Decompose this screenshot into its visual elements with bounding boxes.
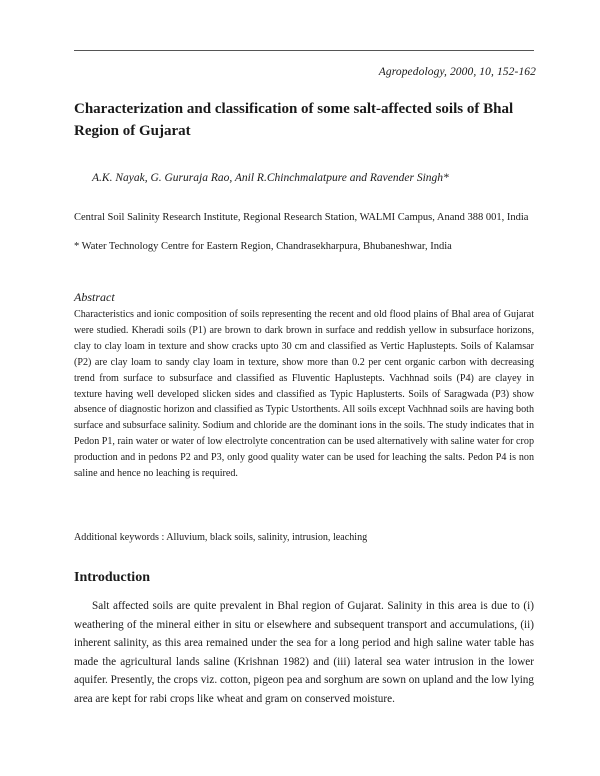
header-rule <box>74 50 534 51</box>
author-list: A.K. Nayak, G. Gururaja Rao, Anil R.Chinchmalatpure and Ravender Singh* <box>92 172 449 184</box>
introduction-heading: Introduction <box>74 570 150 585</box>
abstract-heading: Abstract <box>74 290 115 304</box>
introduction-body: Salt affected soils are quite prevalent in Bhal region of Gujarat. Salinity in this area is due to (i) weathering of the mineral either in situ or elsewhere and subsequent transport and accumulations, (ii) inherent salinity, as this area remained under the sea for a long period and high saline water table has made the agricultural lands saline (Krishnan 1982) and (iii) lateral sea water intrusion in the lower aquifer. Presently, the crops viz. cotton, pigeon pea and sorghum are sown on upland and the low lying area are kept for rabi crops like wheat and gram on conserved moisture. <box>74 600 534 705</box>
keywords-line: Additional keywords : Alluvium, black soils, salinity, intrusion, leaching <box>74 532 368 543</box>
article-title: Characterization and classification of some salt-affected soils of Bhal Region of Gujarat <box>74 101 514 139</box>
abstract-body: Characteristics and ionic composition of soils representing the recent and old flood plains of Bhal area of Gujarat were studied. Kheradi soils (P1) are brown to dark brown in surface and reddish yellow in subsurface horizons, clay to clay loam in texture and show cracks upto 30 cm and classified as Vertic Haplustepts. Soils of Kalamsar (P2) are clay loam to sandy clay loam in texture, show more than 0.2 per cent organic carbon with decreasing trend from surface to subsurface and classified as Fluventic Haplustepts. Vachhnad soils (P4) are clayey in texture having well developed slicken sides and classified as Typic Haplusterts. Soils of Saragwada (P3) show absence of diagnostic horizon and classified as Typic Ustorthents. All soils except Vachhnad soils are having both surface and subsurface salinity. Sodium and chloride are the dominant ions in the soils. The study indicates that in Pedon P1, rain water or water of low electrolyte concentration can be used alternatively with saline water for crop production and in pedons P2 and P3, only good quality water can be used for leaching the salts. Pedon P4 is non saline and hence no leaching is required. <box>74 309 535 480</box>
journal-citation: Agropedology, 2000, 10, 152-162 <box>378 66 536 78</box>
affiliation-primary: Central Soil Salinity Research Institute, Regional Research Station, WALMI Campus, Anand 388 001, India <box>74 212 529 223</box>
affiliation-secondary: * Water Technology Centre for Eastern Region, Chandrasekharpura, Bhubaneshwar, India <box>74 241 452 252</box>
